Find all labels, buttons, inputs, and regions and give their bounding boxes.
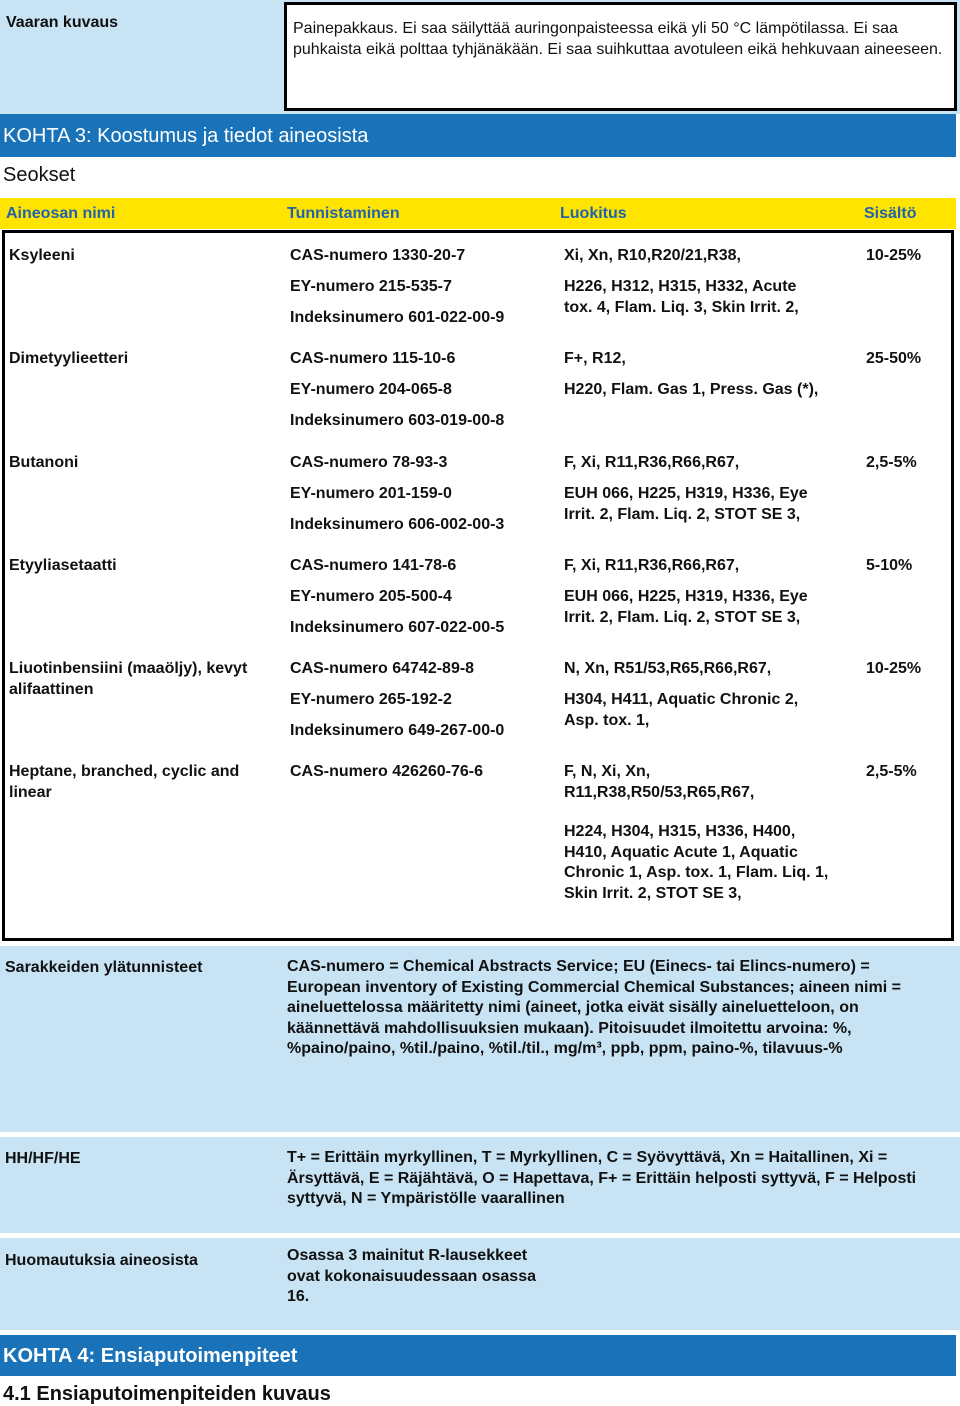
notes-ingredient-remarks-text: Osassa 3 mainitut R-lausekkeet ovat kokonaisuudessaan osassa 16. — [287, 1247, 536, 1305]
column-header-classification: Luokitus — [560, 205, 627, 222]
content-range: 2,5-5% — [866, 454, 917, 471]
hazard-description-label: Vaaran kuvaus — [6, 14, 119, 31]
content-range: 25-50% — [866, 350, 922, 367]
index-number: Indeksinumero 649-267-00-0 — [290, 722, 505, 739]
notes-hazard-symbols-text: T+ = Erittäin myrkyllinen, T = Myrkyllinen, C = Syövyttävä, Xn = Haitallinen, Xi = Ärsyttävä, E = Räjähtävä, O = Hapettava, F+ = Erittäin helposti syttyvä, F = Helposti syttyvä, N = Ympäristölle vaarallinen — [287, 1149, 917, 1207]
hazard-description-text: Painepakkaus. Ei saa säilyttää auringonpaisteessa eikä yli 50 °C lämpötilassa. Ei saa puhkaista eikä polttaa tyhjänäkään. Ei saa suihkuttaa avotuleen eikä hehkuvaan aineeseen. — [293, 20, 943, 58]
classification-h: H226, H312, H315, H332, Acute tox. 4, Flam. Liq. 3, Skin Irrit. 2, — [564, 278, 799, 316]
cas-number: CAS-numero 141-78-6 — [290, 557, 457, 574]
ey-number: EY-numero 215-535-7 — [290, 278, 452, 295]
content-range: 2,5-5% — [866, 763, 917, 780]
classification-r: F, N, Xi, Xn, R11,R38,R50/53,R65,R67, — [564, 763, 755, 801]
ey-number: EY-numero 204-065-8 — [290, 381, 452, 398]
index-number: Indeksinumero 607-022-00-5 — [290, 619, 505, 636]
section-4-title: KOHTA 4: Ensiaputoimenpiteet — [3, 1345, 298, 1367]
content-range: 10-25% — [866, 247, 922, 264]
column-header-identification: Tunnistaminen — [287, 205, 400, 222]
ingredients-column-header — [0, 198, 956, 229]
ingredient-name: Butanoni — [9, 454, 79, 471]
classification-h: H224, H304, H315, H336, H400, H410, Aquatic Acute 1, Aquatic Chronic 1, Asp. tox. 1, Flam. Liq. 1, Skin Irrit. 2, STOT SE 3, — [564, 823, 829, 902]
index-number: Indeksinumero 603-019-00-8 — [290, 412, 505, 429]
classification-r: Xi, Xn, R10,R20/21,R38, — [564, 247, 741, 264]
ingredient-name: Liuotinbensiini (maaöljy), kevyt alifaattinen — [9, 660, 248, 698]
classification-h: H220, Flam. Gas 1, Press. Gas (*), — [564, 381, 819, 398]
index-number: Indeksinumero 601-022-00-9 — [290, 309, 505, 326]
classification-r: F+, R12, — [564, 350, 626, 367]
notes-column-headers-label: Sarakkeiden ylätunnisteet — [5, 959, 203, 976]
cas-number: CAS-numero 78-93-3 — [290, 454, 448, 471]
hazard-description-box — [284, 2, 957, 111]
classification-r: N, Xn, R51/53,R65,R66,R67, — [564, 660, 772, 677]
section-3-bar — [0, 114, 956, 157]
classification-r: F, Xi, R11,R36,R66,R67, — [564, 454, 740, 471]
ey-number: EY-numero 265-192-2 — [290, 691, 452, 708]
ey-number: EY-numero 201-159-0 — [290, 485, 452, 502]
notes-hazard-symbols-label: HH/HF/HE — [5, 1150, 81, 1167]
ingredient-name: Etyyliasetaatti — [9, 557, 117, 574]
section-4-bar — [0, 1335, 956, 1376]
cas-number: CAS-numero 115-10-6 — [290, 350, 456, 367]
ingredient-name: Heptane, branched, cyclic and linear — [9, 763, 240, 801]
cas-number: CAS-numero 1330-20-7 — [290, 247, 466, 264]
content-range: 10-25% — [866, 660, 922, 677]
section-3-title: KOHTA 3: Koostumus ja tiedot aineosista — [3, 125, 369, 147]
classification-h: H304, H411, Aquatic Chronic 2, Asp. tox. 1, — [564, 691, 799, 729]
column-header-content: Sisältö — [864, 205, 917, 222]
section-3-subtitle: Seokset — [3, 164, 76, 186]
notes-column-headers-text: CAS-numero = Chemical Abstracts Service; EU (Einecs- tai Elincs-numero) = European inventory of Existing Commercial Chemical Substances; aineen nimi = aineluettelossa määritetty nimi (aineet, jotka eivät sisälly aineluetteloon, on käännettävä mahdollisuuksien mukaan). Pitoisuudet ilmoitettu arvoina: %, %paino/paino, %til./paino, %til./til., mg/m³, ppb, ppm, paino-%, tilavuus-% — [287, 958, 901, 1057]
ingredient-name: Ksyleeni — [9, 247, 75, 264]
classification-r: F, Xi, R11,R36,R66,R67, — [564, 557, 740, 574]
cas-number: CAS-numero 64742-89-8 — [290, 660, 475, 677]
content-range: 5-10% — [866, 557, 913, 574]
index-number: Indeksinumero 606-002-00-3 — [290, 516, 505, 533]
notes-ingredient-remarks-label: Huomautuksia aineosista — [5, 1252, 198, 1269]
ey-number: EY-numero 205-500-4 — [290, 588, 452, 605]
ingredients-table — [2, 230, 954, 941]
section-4-subtitle: 4.1 Ensiaputoimenpiteiden kuvaus — [3, 1383, 331, 1405]
classification-h: EUH 066, H225, H319, H336, Eye Irrit. 2, Flam. Liq. 2, STOT SE 3, — [564, 588, 808, 626]
classification-h: EUH 066, H225, H319, H336, Eye Irrit. 2, Flam. Liq. 2, STOT SE 3, — [564, 485, 808, 523]
cas-number: CAS-numero 426260-76-6 — [290, 763, 483, 780]
ingredient-name: Dimetyylieetteri — [9, 350, 129, 367]
column-header-name: Aineosan nimi — [6, 205, 116, 222]
